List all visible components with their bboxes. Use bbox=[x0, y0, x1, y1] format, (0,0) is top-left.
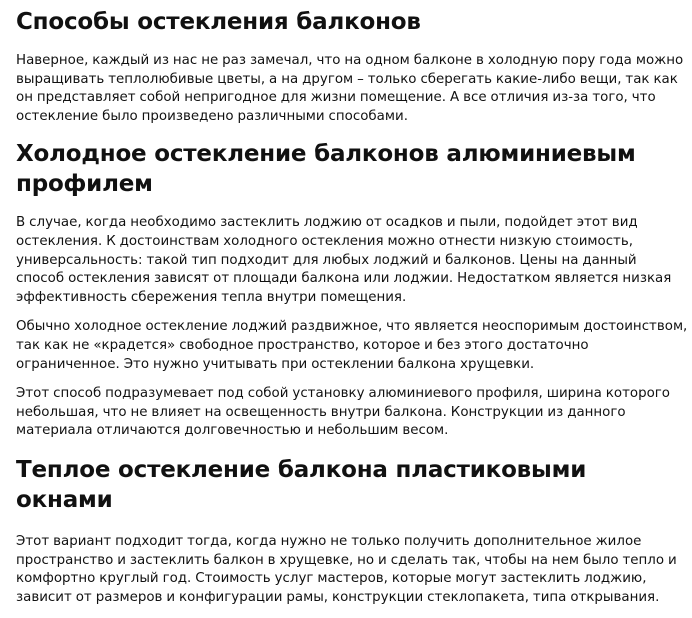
paragraph: Этот способ подразумевает под собой установку алюминиевого профиля, ширина которого небольшая, что не влияет на освещенность внутри балкона. Конструкции из данного материала отличаются долговечностью и небольшим весом. bbox=[16, 386, 670, 439]
intro-paragraph: Наверное, каждый из нас не раз замечал, что на одном балконе в холодную пору года можно выращивать теплолюбивые цветы, а на другом – только сберегать какие-либо вещи, так как он представляет собой непригодное для жизни помещение. А все отличия из-за того, что остекление было произведено различными способами. bbox=[16, 53, 684, 124]
section-heading-warm-glazing: Теплое остекление балкона пластиковыми окнами bbox=[16, 456, 587, 513]
paragraph: В случае, когда необходимо застеклить лоджию от осадков и пыли, подойдет этот вид остекления. К достоинствам холодного остекления можно отнести низкую стоимость, универсальность: такой тип подходит для любых лоджий и балконов. Цены на данный способ остекления зависят от площади балкона или лоджии. Недостатком является низкая эффективность сбережения тепла внутри помещения. bbox=[16, 215, 672, 305]
article bbox=[16, 0, 688, 618]
paragraph: Этот вариант подходит тогда, когда нужно не только получить дополнительное жилое пространство и застеклить балкон в хрущевке, но и сделать так, чтобы на нем было тепло и комфортно круглый год. Стоимость услуг мастеров, которые могут застеклить лоджию, зависит от размеров и конфигурации рамы, конструкции стеклопакета, типа открывания. bbox=[16, 533, 677, 605]
section-heading-cold-glazing: Холодное остекление балконов алюминиевым профилем bbox=[16, 141, 636, 198]
paragraph: Обычно холодное остекление лоджий раздвижное, что является неоспоримым достоинством, так как не «крадется» свободное пространство, которое и без этого достаточно ограниченное. Это нужно учитывать при остеклении балкона хрущевки. bbox=[16, 319, 688, 372]
page-title: Способы остекления балконов bbox=[16, 9, 421, 35]
